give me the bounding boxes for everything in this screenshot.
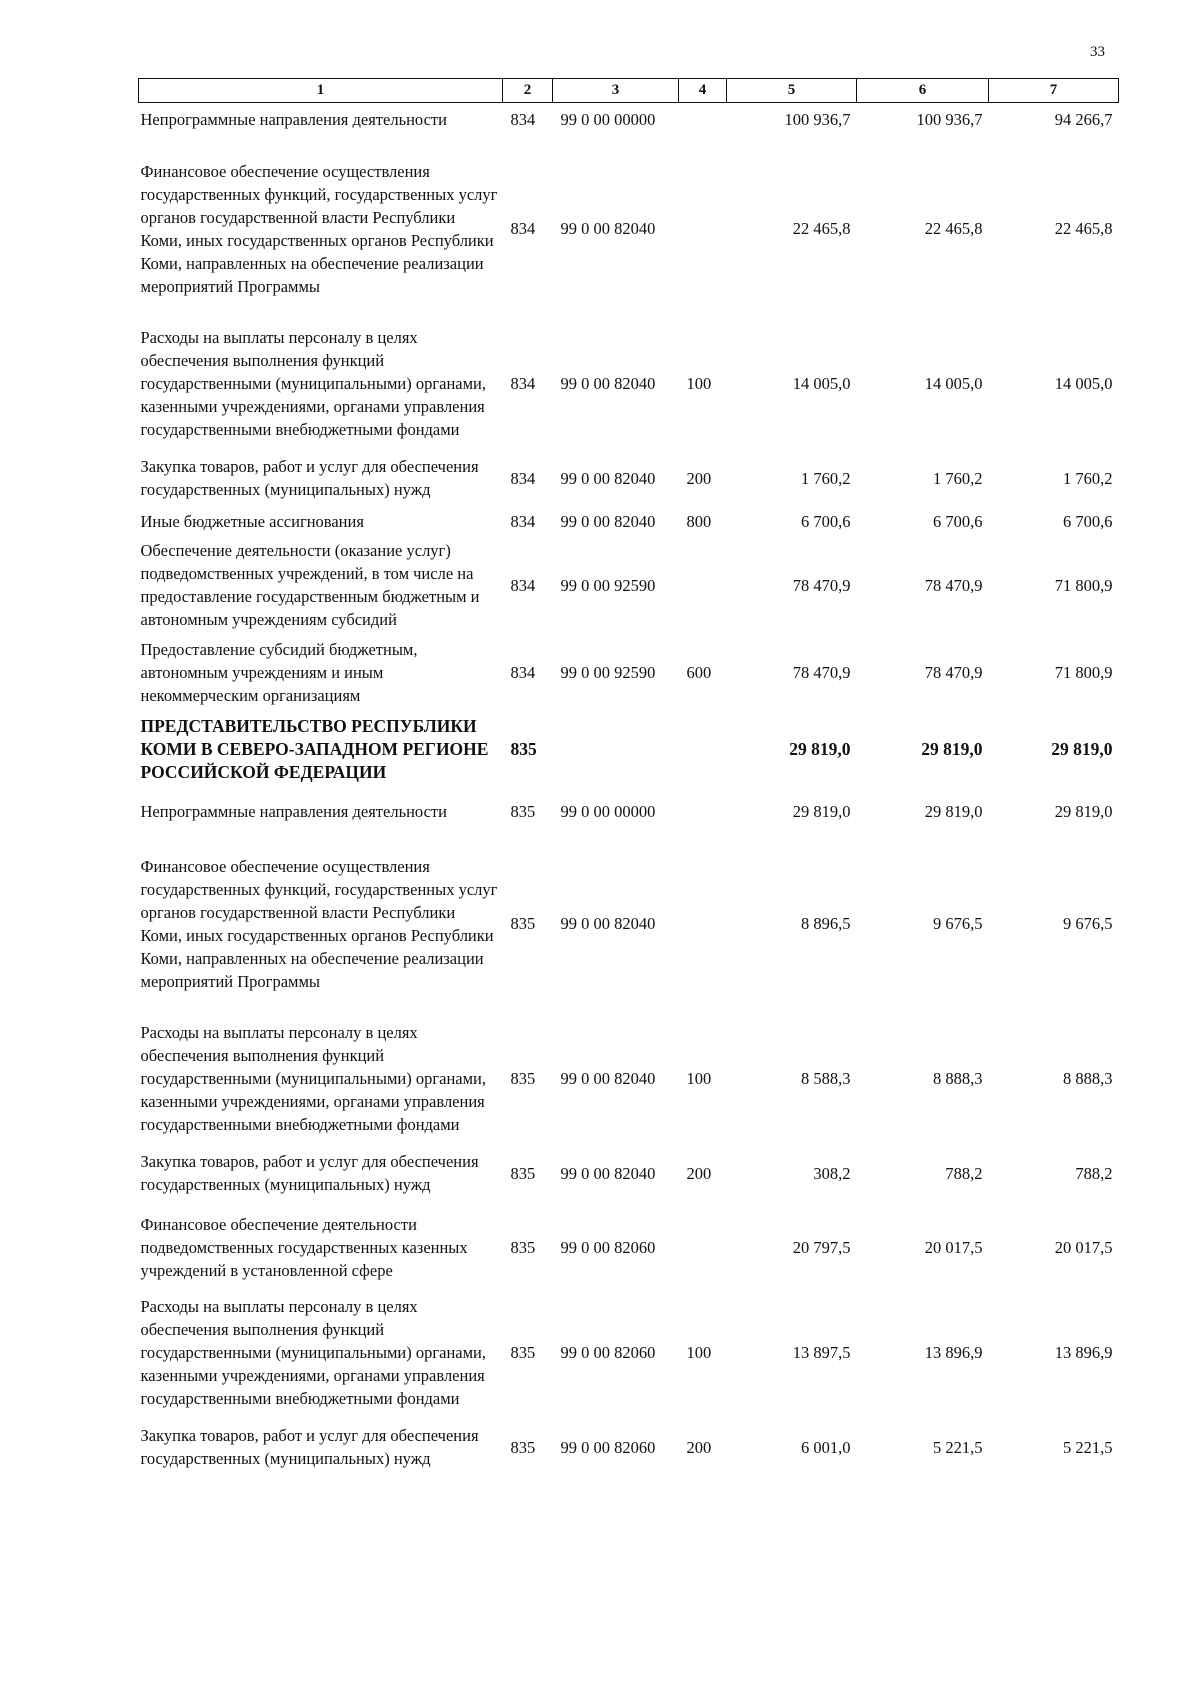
row-name: Расходы на выплаты персоналу в целях обеспечения выполнения функций государственными (муниципальными) органами, казенными учреждениями, органами управления государственными внебюджетными фондами <box>140 1297 487 1408</box>
row-gr-code: 834 <box>510 374 536 393</box>
row-value-6: 788,2 <box>945 1163 983 1183</box>
row-value-5: 100 936,7 <box>784 110 851 130</box>
row-value-7: 29 819,0 <box>1054 802 1113 821</box>
table-body <box>139 103 1119 1479</box>
row-gr-code: 835 <box>510 1163 536 1183</box>
row-value-7: 6 700,6 <box>1063 511 1113 531</box>
row-gr-code: 834 <box>510 468 536 488</box>
row-name: Закупка товаров, работ и услуг для обеспечения государственных (муниципальных) нужд <box>140 1426 479 1468</box>
row-csr-code: 99 0 00 92590 <box>560 575 656 595</box>
table-row <box>139 832 1119 1016</box>
table-row <box>139 103 1119 137</box>
row-value-7: 71 800,9 <box>1054 662 1113 682</box>
row-gr-code: 835 <box>510 1237 536 1257</box>
column-header-5: 5 <box>727 79 857 103</box>
row-vr-code: 200 <box>686 1163 712 1183</box>
row-gr-code: 834 <box>510 219 536 238</box>
row-value-5: 6 001,0 <box>801 1437 851 1457</box>
row-value-6: 5 221,5 <box>933 1437 983 1457</box>
row-name: Закупка товаров, работ и услуг для обеспечения государственных (муниципальных) нужд <box>140 1152 479 1194</box>
row-gr-code: 835 <box>510 1437 536 1457</box>
row-gr-code: 834 <box>510 662 536 682</box>
table-row <box>139 707 1119 792</box>
row-value-6: 13 896,9 <box>924 1343 983 1362</box>
column-header-2: 2 <box>503 79 553 103</box>
row-name: Финансовое обеспечение осуществления государственных функций, государственных услуг органов государственной власти Республики Коми, иных государственных органов Республики Коми, направленных на обеспечение реализации мероприятий Программы <box>140 161 498 296</box>
row-value-7: 22 465,8 <box>1054 219 1113 238</box>
row-csr-code: 99 0 00 00000 <box>560 110 656 130</box>
row-vr-code <box>679 832 727 1016</box>
row-gr-code: 834 <box>510 110 536 130</box>
row-name: Финансовое обеспечение деятельности подведомственных государственных казенных учреждений в установленной сфере <box>140 1214 468 1280</box>
row-name: Непрограммные направления деятельности <box>140 802 447 821</box>
table-row <box>139 137 1119 321</box>
row-gr-code: 834 <box>510 575 536 595</box>
row-vr-code: 100 <box>686 1069 712 1088</box>
table-row <box>139 1205 1119 1290</box>
row-vr-code <box>679 1205 727 1290</box>
row-value-5: 29 819,0 <box>789 738 851 759</box>
row-vr-code: 200 <box>686 468 712 488</box>
row-vr-code: 200 <box>686 1437 712 1457</box>
row-value-7: 1 760,2 <box>1063 468 1113 488</box>
row-value-7: 20 017,5 <box>1054 1237 1113 1257</box>
row-csr-code: 99 0 00 82060 <box>560 1437 656 1457</box>
row-name: Закупка товаров, работ и услуг для обеспечения государственных (муниципальных) нужд <box>140 457 479 499</box>
column-header-7: 7 <box>989 79 1119 103</box>
row-value-6: 29 819,0 <box>924 802 983 821</box>
row-value-5: 308,2 <box>813 1163 851 1183</box>
row-csr-code: 99 0 00 82040 <box>560 1069 656 1088</box>
row-value-7: 71 800,9 <box>1054 575 1113 595</box>
row-name: ПРЕДСТАВИТЕЛЬСТВО РЕСПУБЛИКИ КОМИ В СЕВЕРО-ЗАПАДНОМ РЕГИОНЕ РОССИЙСКОЙ ФЕДЕРАЦИИ <box>140 715 489 782</box>
table-row <box>139 1142 1119 1205</box>
page-number: 33 <box>1090 44 1105 60</box>
row-vr-code <box>679 533 727 638</box>
row-value-6: 78 470,9 <box>924 662 983 682</box>
row-vr-code <box>679 137 727 321</box>
row-csr-code: 99 0 00 82060 <box>560 1237 656 1257</box>
table-row <box>139 510 1119 533</box>
column-header-1: 1 <box>139 79 503 103</box>
table-row <box>139 792 1119 832</box>
row-value-7: 5 221,5 <box>1063 1437 1113 1457</box>
table-row <box>139 1416 1119 1479</box>
row-gr-code: 835 <box>510 738 537 759</box>
row-value-5: 78 470,9 <box>792 575 851 595</box>
budget-table <box>138 78 1119 1479</box>
row-gr-code: 835 <box>510 802 536 821</box>
row-value-5: 78 470,9 <box>792 662 851 682</box>
row-gr-code: 835 <box>510 1069 536 1088</box>
row-name: Расходы на выплаты персоналу в целях обеспечения выполнения функций государственными (муниципальными) органами, казенными учреждениями, органами управления государственными внебюджетными фондами <box>140 328 487 439</box>
row-name: Предоставление субсидий бюджетным, автономным учреждениям и иным некоммерческим организациям <box>140 639 418 705</box>
row-csr-code: 99 0 00 82060 <box>560 1343 656 1362</box>
row-value-7: 13 896,9 <box>1054 1343 1113 1362</box>
row-value-6: 14 005,0 <box>924 374 983 393</box>
row-name: Непрограммные направления деятельности <box>140 110 447 130</box>
row-value-5: 13 897,5 <box>792 1343 851 1362</box>
table-row <box>139 447 1119 510</box>
row-csr-code: 99 0 00 82040 <box>560 219 656 238</box>
row-value-5: 20 797,5 <box>792 1237 851 1257</box>
row-value-5: 22 465,8 <box>792 219 851 238</box>
row-value-7: 29 819,0 <box>1051 738 1113 759</box>
row-value-6: 100 936,7 <box>916 110 983 130</box>
row-gr-code: 835 <box>510 914 536 933</box>
row-vr-code <box>679 707 727 792</box>
row-gr-code: 835 <box>510 1343 536 1362</box>
row-csr-code: 99 0 00 92590 <box>560 662 656 682</box>
row-name: Расходы на выплаты персоналу в целях обеспечения выполнения функций государственными (муниципальными) органами, казенными учреждениями, органами управления государственными внебюджетными фондами <box>140 1023 487 1134</box>
row-value-5: 6 700,6 <box>801 511 851 531</box>
row-value-7: 8 888,3 <box>1063 1069 1113 1088</box>
row-csr-code: 99 0 00 00000 <box>560 802 656 821</box>
row-csr-code: 99 0 00 82040 <box>560 914 656 933</box>
table-row <box>139 1290 1119 1416</box>
row-value-6: 9 676,5 <box>933 914 983 933</box>
row-value-6: 22 465,8 <box>924 219 983 238</box>
row-vr-code: 800 <box>686 511 712 531</box>
row-vr-code: 100 <box>686 374 712 393</box>
row-value-7: 9 676,5 <box>1063 914 1113 933</box>
row-csr-code: 99 0 00 82040 <box>560 511 656 531</box>
row-value-7: 14 005,0 <box>1054 374 1113 393</box>
column-header-3: 3 <box>553 79 679 103</box>
row-vr-code <box>679 103 727 137</box>
row-name: Иные бюджетные ассигнования <box>140 511 364 531</box>
column-header-6: 6 <box>857 79 989 103</box>
table-row <box>139 533 1119 638</box>
row-name: Финансовое обеспечение осуществления государственных функций, государственных услуг органов государственной власти Республики Коми, иных государственных органов Республики Коми, направленных на обеспечение реализации мероприятий Программы <box>140 856 498 991</box>
row-value-6: 29 819,0 <box>921 738 983 759</box>
table-row <box>139 638 1119 707</box>
row-gr-code: 834 <box>510 511 536 531</box>
row-vr-code: 100 <box>686 1343 712 1362</box>
row-value-5: 8 588,3 <box>801 1069 851 1088</box>
row-name: Обеспечение деятельности (оказание услуг) подведомственных учреждений, в том числе на предоставление государственным бюджетным и автономным учреждениям субсидий <box>140 541 480 629</box>
row-csr-code <box>553 707 679 792</box>
row-csr-code: 99 0 00 82040 <box>560 374 656 393</box>
header-row <box>139 79 1119 103</box>
row-vr-code <box>679 792 727 832</box>
row-value-6: 20 017,5 <box>924 1237 983 1257</box>
row-value-5: 1 760,2 <box>801 468 851 488</box>
row-value-5: 8 896,5 <box>801 914 851 933</box>
row-value-5: 29 819,0 <box>792 802 851 821</box>
row-csr-code: 99 0 00 82040 <box>560 468 656 488</box>
row-value-6: 8 888,3 <box>933 1069 983 1088</box>
row-value-6: 1 760,2 <box>933 468 983 488</box>
table-row <box>139 1016 1119 1142</box>
row-value-6: 6 700,6 <box>933 511 983 531</box>
row-csr-code: 99 0 00 82040 <box>560 1163 656 1183</box>
row-value-7: 94 266,7 <box>1054 110 1113 130</box>
table-row <box>139 321 1119 447</box>
row-value-5: 14 005,0 <box>792 374 851 393</box>
row-value-7: 788,2 <box>1075 1163 1113 1183</box>
row-vr-code: 600 <box>686 662 712 682</box>
column-header-4: 4 <box>679 79 727 103</box>
row-value-6: 78 470,9 <box>924 575 983 595</box>
